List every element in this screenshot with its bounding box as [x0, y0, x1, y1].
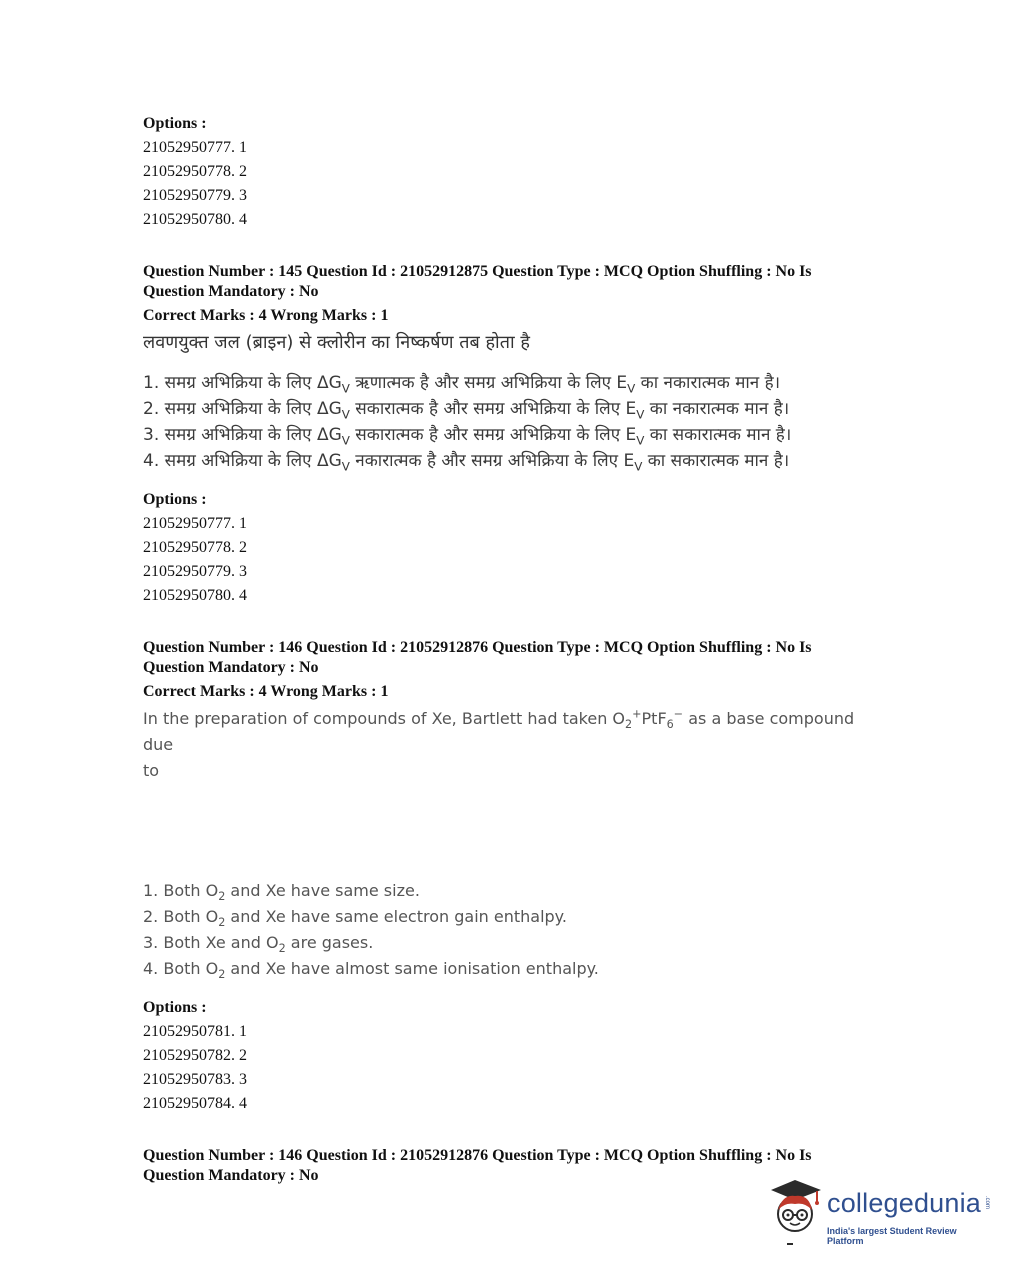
question-header-line1: Question Number : 145 Question Id : 21052912875 Question Type : MCQ Option Shuffling : No Is	[143, 263, 812, 280]
answer-choice: 4. Both $O_2$ and Xe have almost same ionisation enthalpy.	[143, 959, 599, 982]
option-id: 21052950780. 4	[143, 587, 247, 604]
options-block-146	[143, 996, 883, 1116]
answer-choice: 3. समग्र अभिक्रिया के लिए $\Delta G_V$ सकारात्मक है और समग्र अभिक्रिया के लिए $E_V$ का सकारात्मक मान है।	[143, 425, 792, 448]
option-id: 21052950779. 3	[143, 187, 247, 204]
question-text: In the preparation of compounds of Xe, Bartlett had taken $O_2^+PtF_6^-$ as a base compound due to	[143, 707, 855, 780]
answer-choice: 1. समग्र अभिक्रिया के लिए $\Delta G_V$ ऋणात्मक है और समग्र अभिक्रिया के लिए $E_V$ का नकारात्मक मान है।	[143, 373, 781, 396]
option-id: 21052950782. 2	[143, 1047, 247, 1064]
logo-tagline: India's largest Student Review Platform	[827, 1226, 957, 1246]
question-header-line2: Question Mandatory : No	[143, 1167, 319, 1184]
answer-choice: 4. समग्र अभिक्रिया के लिए $\Delta G_V$ नकारात्मक है और समग्र अभिक्रिया के लिए $E_V$ का सकारात्मक मान है।	[143, 451, 790, 474]
answer-choice: 2. Both $O_2$ and Xe have same electron gain enthalpy.	[143, 907, 567, 930]
marks-line: Correct Marks : 4 Wrong Marks : 1	[143, 683, 389, 700]
collegedunia-logo	[765, 1178, 995, 1248]
question-header-line1: Question Number : 146 Question Id : 21052912876 Question Type : MCQ Option Shuffling : No Is	[143, 1147, 812, 1164]
option-id: 21052950778. 2	[143, 539, 247, 556]
exam-page	[143, 112, 883, 1186]
option-id: 21052950783. 3	[143, 1071, 247, 1088]
answer-choices	[143, 370, 883, 474]
option-id: 21052950777. 1	[143, 515, 247, 532]
options-block-1	[143, 112, 883, 232]
question-145	[143, 262, 883, 608]
question-header-line2: Question Mandatory : No	[143, 283, 319, 300]
logo-domain: .com	[984, 1196, 990, 1210]
options-label: Options :	[143, 491, 207, 508]
question-146	[143, 638, 883, 1116]
option-id: 21052950784. 4	[143, 1095, 247, 1112]
option-id: 21052950778. 2	[143, 163, 247, 180]
question-text: लवणयुक्त जल (ब्राइन) से क्लोरीन का निष्कर्षण तब होता है	[143, 332, 530, 353]
logo-wordmark: collegedunia	[827, 1188, 982, 1218]
marks-line: Correct Marks : 4 Wrong Marks : 1	[143, 307, 389, 324]
options-block-145	[143, 488, 883, 608]
question-header-line2: Question Mandatory : No	[143, 659, 319, 676]
question-header-line1: Question Number : 146 Question Id : 21052912876 Question Type : MCQ Option Shuffling : No Is	[143, 639, 812, 656]
answer-choices	[143, 878, 883, 982]
option-id: 21052950779. 3	[143, 563, 247, 580]
answer-choice: 1. Both $O_2$ and Xe have same size.	[143, 881, 420, 904]
options-label: Options :	[143, 999, 207, 1016]
mascot-icon	[765, 1178, 827, 1248]
option-id: 21052950777. 1	[143, 139, 247, 156]
option-id: 21052950781. 1	[143, 1023, 247, 1040]
options-label: Options :	[143, 115, 207, 132]
answer-choice: 3. Both Xe and $O_2$ are gases.	[143, 933, 374, 956]
option-id: 21052950780. 4	[143, 211, 247, 228]
answer-choice: 2. समग्र अभिक्रिया के लिए $\Delta G_V$ सकारात्मक है और समग्र अभिक्रिया के लिए $E_V$ का नकारात्मक मान है।	[143, 399, 790, 422]
